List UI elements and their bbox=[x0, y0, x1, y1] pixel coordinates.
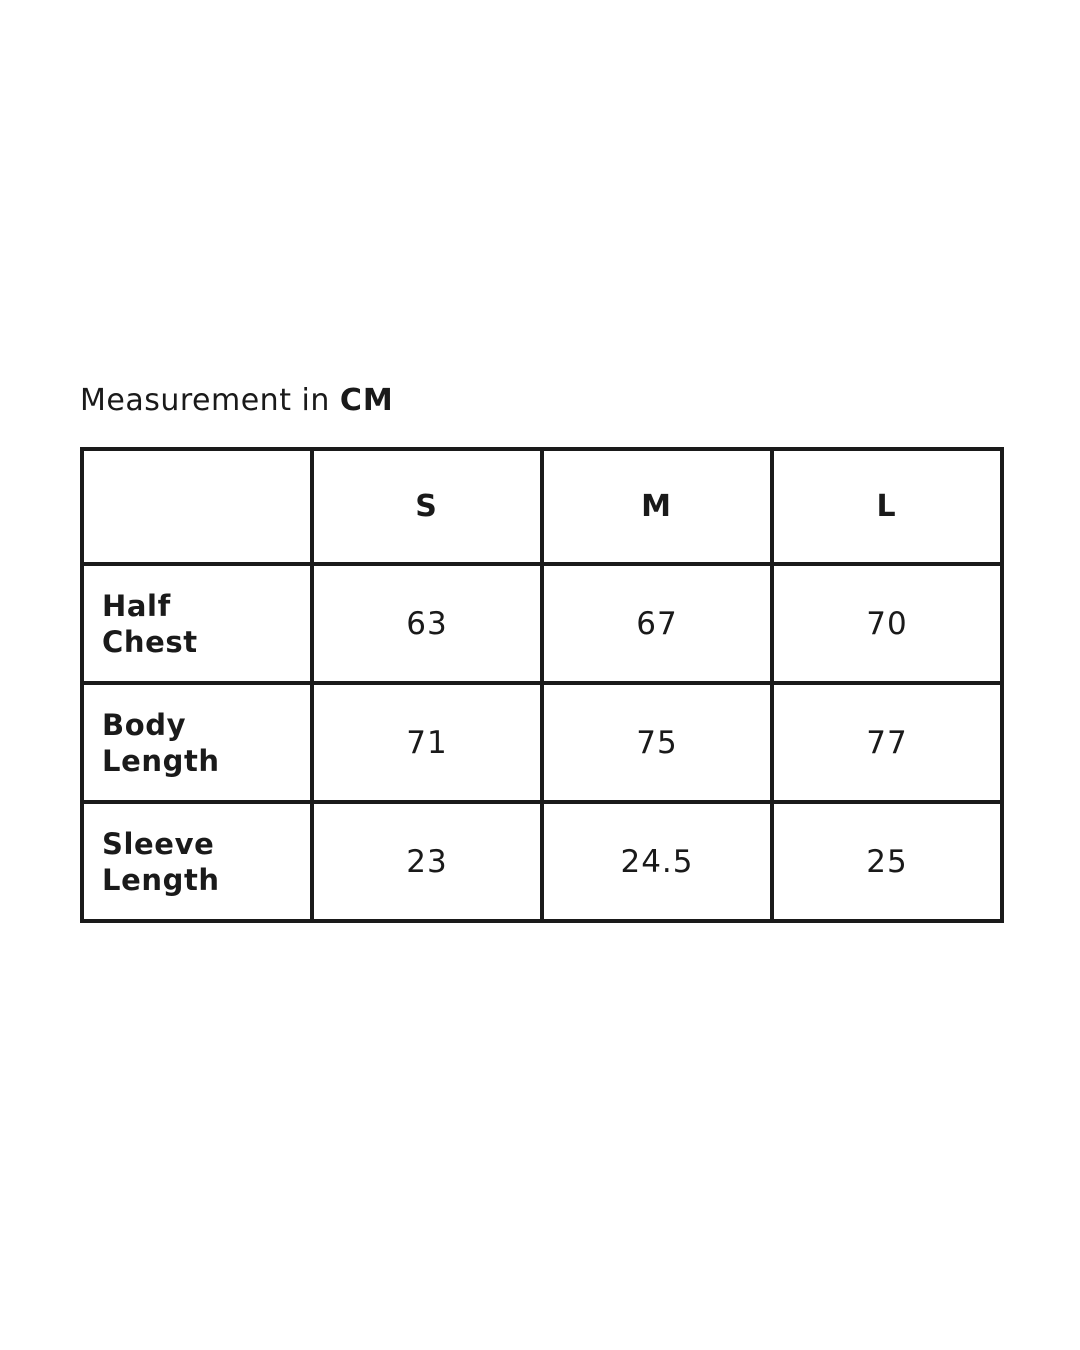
table-row bbox=[82, 564, 1002, 683]
row-label-sleeve-length bbox=[82, 802, 312, 921]
page-title bbox=[80, 382, 394, 420]
cell-half-chest-l: 70 bbox=[772, 564, 1002, 683]
row-label-line-2: Length bbox=[102, 862, 220, 897]
cell-sleeve-length-s: 23 bbox=[312, 802, 542, 921]
row-label-body-length bbox=[82, 683, 312, 802]
column-header-s: S bbox=[312, 449, 542, 564]
table-row bbox=[82, 683, 1002, 802]
column-header-m: M bbox=[542, 449, 772, 564]
measurement-table bbox=[80, 447, 1004, 923]
cell-sleeve-length-m: 24.5 bbox=[542, 802, 772, 921]
cell-sleeve-length-l: 25 bbox=[772, 802, 1002, 921]
title-unit: CM bbox=[339, 383, 394, 418]
row-label-line-1: Body bbox=[102, 707, 187, 742]
cell-body-length-s: 71 bbox=[312, 683, 542, 802]
column-header-l: L bbox=[772, 449, 1002, 564]
table-row bbox=[82, 802, 1002, 921]
cell-half-chest-s: 63 bbox=[312, 564, 542, 683]
cell-body-length-l: 77 bbox=[772, 683, 1002, 802]
cell-body-length-m: 75 bbox=[542, 683, 772, 802]
cell-half-chest-m: 67 bbox=[542, 564, 772, 683]
row-label-line-1: Half bbox=[102, 588, 171, 623]
table-header-row bbox=[82, 449, 1002, 564]
row-label-half-chest bbox=[82, 564, 312, 683]
title-prefix: Measurement in bbox=[80, 383, 340, 418]
row-label-line-2: Chest bbox=[102, 624, 198, 659]
row-label-line-2: Length bbox=[102, 743, 220, 778]
row-label-line-1: Sleeve bbox=[102, 826, 215, 861]
table-corner-cell bbox=[82, 449, 312, 564]
